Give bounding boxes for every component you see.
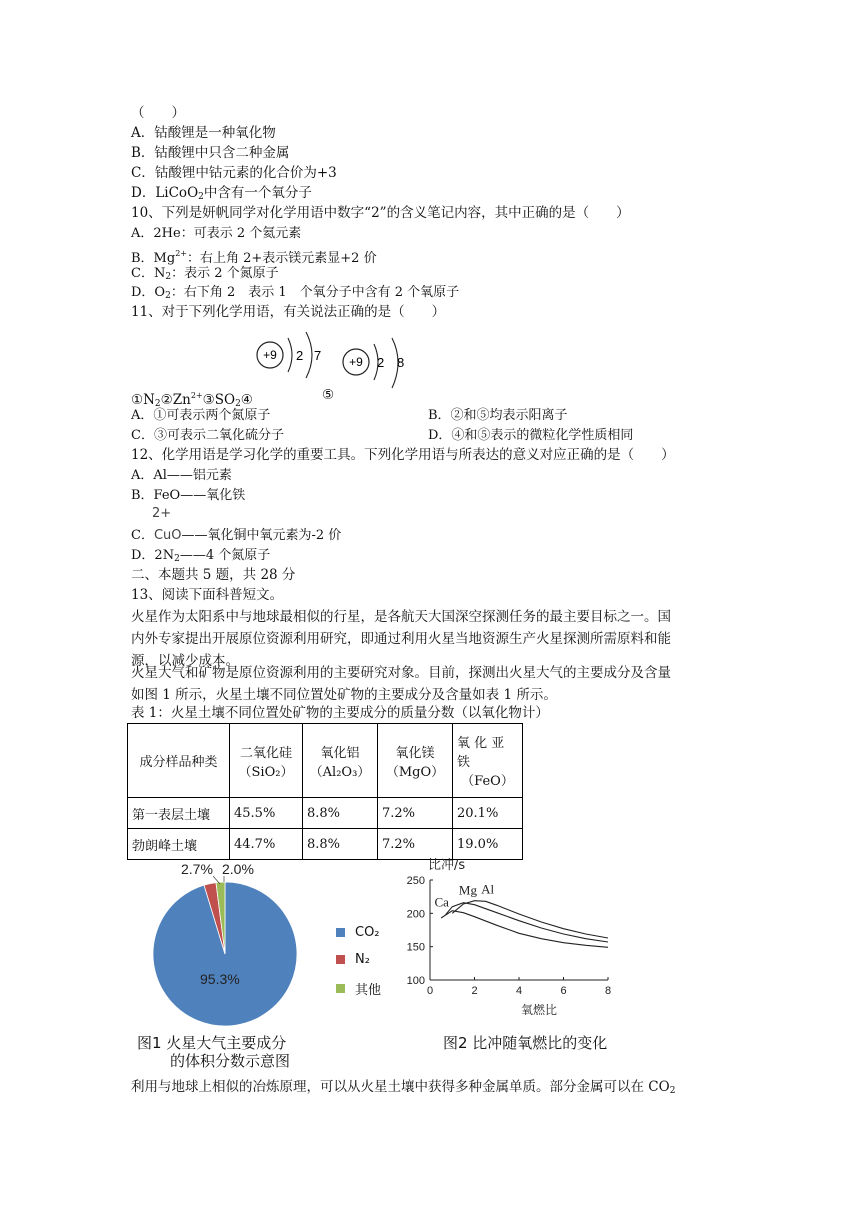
q10-stem: 10、下列是妍帆同学对化学用语中数字“2”的含义笔记内容，其中正确的是（ ） xyxy=(131,205,630,221)
pie-label-co2: 95.3% xyxy=(200,971,240,987)
q10-b-part2: ：右上角 2+表示镁元素显+2 价 xyxy=(186,251,377,266)
q10-d-sub: 2 xyxy=(165,291,171,301)
legend-n2 xyxy=(336,952,370,967)
atom1-shell1: 2 xyxy=(296,348,304,363)
para1-line2: 内外专家提出开展原位资源利用研究，即通过利用火星当地资源生产火星探测所需原料和能 xyxy=(131,631,671,647)
para2-line2: 如图 1 所示，火星土壤不同位置处矿物的主要成分及含量如表 1 所示。 xyxy=(131,687,557,703)
table-cell: 45.5% xyxy=(230,798,303,829)
q10-option-a: A．2He：可表示 2 个氦元素 xyxy=(131,226,302,241)
sym3: ③SO xyxy=(202,392,236,408)
atom2-nucleus: +9 xyxy=(349,355,363,369)
y-tick-label: 250 xyxy=(406,875,425,887)
legend-label-co2: CO₂ xyxy=(355,925,380,940)
sym2: ②Zn xyxy=(160,392,191,408)
q12-stem: 12、化学用语是学习化学的重要工具。下列化学用语与所表达的意义对应正确的是（ ） xyxy=(131,447,675,463)
legend-swatch-co2 xyxy=(336,928,345,937)
y-tick-label: 150 xyxy=(406,941,425,954)
legend-swatch-other xyxy=(336,984,345,993)
series-line-mg xyxy=(446,903,608,942)
legend-label-n2: N₂ xyxy=(355,952,370,967)
atom2-shell1: 2 xyxy=(377,355,385,370)
x-tick-label: 6 xyxy=(560,985,567,997)
x-axis-label: 氧燃比 xyxy=(520,1003,558,1015)
question-paren: （ ） xyxy=(131,105,185,121)
series-line-al xyxy=(452,901,608,938)
fig1-caption-line1: 图1 火星大气主要成分 xyxy=(137,1034,287,1052)
table-header-cell: 氧 化 亚铁 （FeO） xyxy=(453,724,523,798)
option-a: A．钴酸锂是一种氧化物 xyxy=(131,125,276,141)
q12-c-formula: CuO xyxy=(153,528,182,543)
last-line xyxy=(131,1078,675,1101)
atom1-shell1-arc xyxy=(288,338,292,372)
table-header-cell: 氧化镁 （MgO） xyxy=(378,724,453,798)
y-axis-label: 比冲/s xyxy=(428,858,466,873)
last-line-text: 利用与地球上相似的冶炼原理，可以从火星土壤中获得多种金属单质。部分金属可以在 CO xyxy=(131,1079,670,1095)
pie-chart xyxy=(140,858,320,1038)
q12-d-sub: 2 xyxy=(174,554,180,564)
q12-option-b: B．FeO——氧化铁 xyxy=(131,488,246,503)
table-cell: 勃朗峰土壤 xyxy=(128,829,230,860)
q11-option-a: A．①可表示两个氮原子 xyxy=(131,408,271,423)
q10-c-sub: 2 xyxy=(165,272,172,282)
atom-diagram-1 xyxy=(257,332,321,378)
pie-label-other: 2.0% xyxy=(222,861,254,877)
option-b: B．钴酸锂中只含二种金属 xyxy=(131,145,290,161)
sym1: ①N xyxy=(131,392,155,408)
section-heading: 二、本题共 5 题，共 28 分 xyxy=(131,567,296,583)
q11-stem: 11、对于下列化学用语，有关说法正确的是（ ） xyxy=(131,304,446,320)
legend-co2 xyxy=(336,925,380,940)
table-header-cell: 二氧化硅 （SiO₂） xyxy=(230,724,303,798)
fig1-caption-line2: 的体积分数示意图 xyxy=(170,1052,291,1070)
table-row xyxy=(128,798,523,829)
q12-c-text: ——氧化铜中氧元素为-2 价 xyxy=(181,528,342,543)
q10-b-sup: 2+ xyxy=(175,249,187,258)
table-cell: 19.0% xyxy=(453,829,523,860)
mineral-table xyxy=(127,723,523,860)
line-chart xyxy=(395,855,625,1015)
table-cell: 44.7% xyxy=(230,829,303,860)
table-cell: 7.2% xyxy=(378,798,453,829)
q11-option-b: B．②和⑤均表示阳离子 xyxy=(428,408,568,423)
option-d-part1: D．LiCoO xyxy=(131,185,199,201)
table-header-cell: 成分样品种类 xyxy=(128,724,230,798)
q13-stem: 13、阅读下面科普短文。 xyxy=(131,587,284,603)
y-tick-label: 100 xyxy=(406,975,425,987)
x-tick-label: 2 xyxy=(471,985,478,997)
option-d-sub: 2 xyxy=(198,192,204,202)
para1-line3: 源，以减少成本。 xyxy=(131,653,239,669)
x-tick-label: 4 xyxy=(515,985,523,997)
y-tick-label: 200 xyxy=(406,908,425,921)
fig2-caption: 图2 比冲随氧燃比的变化 xyxy=(443,1034,608,1052)
q12-option-c xyxy=(131,526,341,545)
sym1-sub: 2 xyxy=(154,399,161,409)
q10-b-part1: B．Mg xyxy=(131,251,176,266)
q12-d-part2: ——4 个氮原子 xyxy=(179,548,271,563)
q12-option-a: A．Al——铝元素 xyxy=(131,468,232,483)
legend-label-other: 其他 xyxy=(355,983,382,998)
atom-diagrams xyxy=(250,328,425,396)
q12-c-sup: 2+ xyxy=(152,506,172,521)
legend-swatch-n2 xyxy=(336,955,345,964)
x-tick-label: 8 xyxy=(604,985,612,997)
atom1-shell2: 7 xyxy=(314,348,322,363)
x-tick-label: 0 xyxy=(426,985,434,997)
para2-line1: 火星大气和矿物是原位资源利用的主要研究对象。目前，探测出火星大气的主要成分及含量 xyxy=(131,665,671,681)
q10-c-part1: C．N xyxy=(131,266,166,281)
atom-diagram-2 xyxy=(343,338,404,388)
sym5: ⑤ xyxy=(322,387,335,403)
option-c: C．钴酸锂中钴元素的化合价为+3 xyxy=(131,165,337,181)
sym3-sub: 2 xyxy=(235,399,241,409)
table-cell: 7.2% xyxy=(378,829,453,860)
q10-d-part2: ：右下角 2 表示 1 个氧分子中含有 2 个氧原子 xyxy=(170,285,460,300)
table-cell: 8.8% xyxy=(303,798,378,829)
pie-label-n2: 2.7% xyxy=(181,861,213,877)
para1-line1: 火星作为太阳系中与地球最相似的行星，是各航天大国深空探测任务的最主要目标之一。国 xyxy=(131,609,671,625)
option-d-part2: 中含有一个氧分子 xyxy=(203,185,312,201)
q10-c-part2: ：表示 2 个氮原子 xyxy=(171,266,279,281)
table-cell: 第一表层土壤 xyxy=(128,798,230,829)
table-cell: 20.1% xyxy=(453,798,523,829)
q12-d-part1: D．2N xyxy=(131,548,175,563)
atom1-shell2-arc xyxy=(306,332,312,378)
table-caption: 表 1：火星土壤不同位置处矿物的主要成分的质量分数（以氧化物计） xyxy=(131,705,549,721)
series-label-al: Al xyxy=(481,881,495,897)
atom1-nucleus: +9 xyxy=(263,348,277,362)
atom2-shell2: 8 xyxy=(397,355,405,370)
last-line-sub: 2 xyxy=(669,1086,676,1096)
q10-d-part1: D．O xyxy=(131,285,166,300)
sym2-sup: 2+ xyxy=(190,391,203,400)
table-cell: 8.8% xyxy=(303,829,378,860)
q12-c-label: C． xyxy=(131,528,154,543)
series-label-mg: Mg xyxy=(458,882,477,898)
sym4: ④ xyxy=(240,392,253,408)
table-header-row xyxy=(128,724,523,798)
q11-option-d: D．④和⑤表示的微粒化学性质相同 xyxy=(428,428,634,443)
series-label-ca: Ca xyxy=(434,894,449,910)
legend-other xyxy=(336,979,381,998)
table-header-cell: 氧化铝 （Al₂O₃） xyxy=(303,724,378,798)
q11-option-c: C．③可表示二氧化硫分子 xyxy=(131,428,284,443)
